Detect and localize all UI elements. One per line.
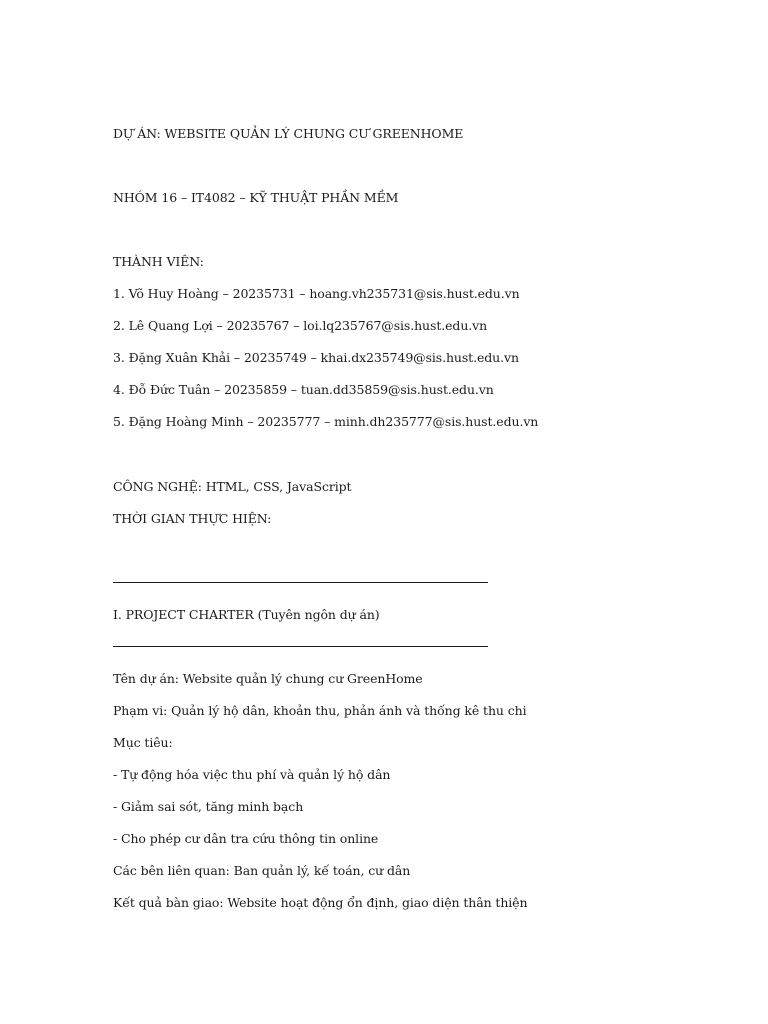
timeline-line: THỜI GIAN THỰC HIỆN: xyxy=(113,511,272,526)
section-heading: I. PROJECT CHARTER (Tuyên ngôn dự án) xyxy=(113,607,380,622)
charter-line: - Tự động hóa việc thu phí và quản lý hộ dân xyxy=(113,767,391,782)
member-line: 3. Đặng Xuân Khải – 20235749 – khai.dx235749@sis.hust.edu.vn xyxy=(113,350,519,365)
charter-line: Kết quả bàn giao: Website hoạt động ổn định, giao diện thân thiện xyxy=(113,895,528,910)
charter-line: - Cho phép cư dân tra cứu thông tin online xyxy=(113,831,379,846)
members-heading: THÀNH VIÊN: xyxy=(113,254,204,269)
member-line: 5. Đặng Hoàng Minh – 20235777 – minh.dh235777@sis.hust.edu.vn xyxy=(113,414,539,429)
horizontal-rule xyxy=(113,646,488,647)
charter-line: Các bên liên quan: Ban quản lý, kế toán, cư dân xyxy=(113,863,411,878)
charter-line: Phạm vi: Quản lý hộ dân, khoản thu, phản ánh và thống kê thu chi xyxy=(113,703,527,718)
project-title: DỰ ÁN: WEBSITE QUẢN LÝ CHUNG CƯ GREENHOME xyxy=(113,126,464,141)
member-line: 1. Võ Huy Hoàng – 20235731 – hoang.vh235731@sis.hust.edu.vn xyxy=(113,286,520,301)
charter-line: Mục tiêu: xyxy=(113,735,173,750)
technology-line: CÔNG NGHỆ: HTML, CSS, JavaScript xyxy=(113,479,352,494)
horizontal-rule xyxy=(113,582,488,583)
member-line: 2. Lê Quang Lợi – 20235767 – loi.lq235767@sis.hust.edu.vn xyxy=(113,318,488,333)
charter-line: - Giảm sai sót, tăng minh bạch xyxy=(113,799,304,814)
member-line: 4. Đỗ Đức Tuân – 20235859 – tuan.dd35859@sis.hust.edu.vn xyxy=(113,382,494,397)
group-line: NHÓM 16 – IT4082 – KỸ THUẬT PHẦN MỀM xyxy=(113,190,399,205)
charter-line: Tên dự án: Website quản lý chung cư GreenHome xyxy=(113,671,423,686)
